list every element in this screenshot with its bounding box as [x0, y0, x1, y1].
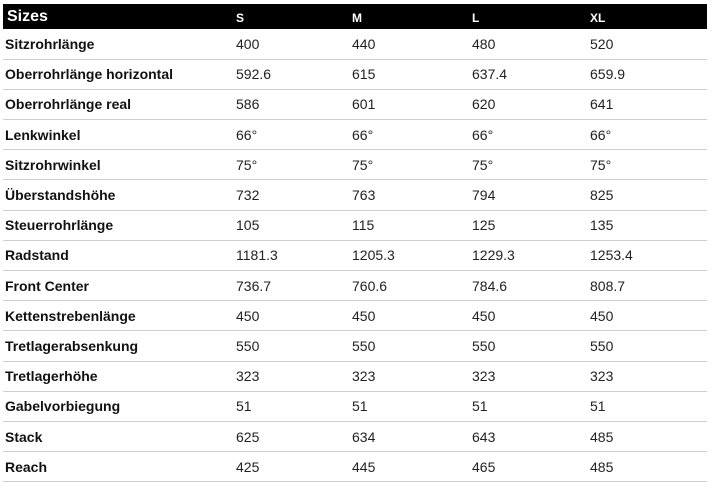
header-label: Sizes	[7, 7, 48, 25]
table-cell: 75°	[236, 156, 258, 173]
table-cell: 323	[472, 368, 496, 385]
row-label: Sitzrohrlänge	[5, 35, 95, 52]
table-cell: 51	[236, 398, 252, 415]
row-label: Radstand	[5, 247, 69, 264]
table-cell: 520	[590, 35, 614, 52]
table-cell: 66°	[590, 126, 612, 143]
table-cell: 1253.4	[590, 247, 633, 264]
table-cell: 135	[590, 217, 614, 234]
row-label: Überstandshöhe	[5, 187, 116, 204]
table-cell: 736.7	[236, 277, 272, 294]
table-cell: 1205.3	[352, 247, 395, 264]
table-cell: 66°	[352, 126, 374, 143]
table-row	[3, 361, 707, 391]
table-row	[3, 391, 707, 421]
row-label: Tretlagerabsenkung	[5, 337, 139, 354]
table-cell: 450	[236, 307, 260, 324]
table-cell: 550	[352, 337, 376, 354]
header-size-l: L	[472, 11, 480, 25]
row-label: Kettenstrebenlänge	[5, 307, 136, 324]
table-row	[3, 180, 707, 210]
table-row	[3, 452, 707, 482]
table-row	[3, 421, 707, 451]
table-cell: 1181.3	[236, 247, 278, 264]
table-cell: 550	[472, 337, 496, 354]
row-label: Reach	[5, 458, 48, 475]
table-row	[3, 89, 707, 119]
table-cell: 625	[236, 428, 260, 445]
table-cell: 620	[472, 96, 496, 113]
table-cell: 615	[352, 66, 376, 83]
table-row	[3, 210, 707, 240]
table-cell: 732	[236, 187, 260, 204]
table-cell: 808.7	[590, 277, 626, 294]
row-label: Front Center	[5, 277, 89, 294]
table-cell: 485	[590, 428, 614, 445]
table-cell: 75°	[590, 156, 612, 173]
table-cell: 550	[590, 337, 614, 354]
row-label: Lenkwinkel	[5, 126, 81, 143]
table-cell: 66°	[472, 126, 494, 143]
table-cell: 637.4	[472, 66, 508, 83]
table-row	[3, 29, 707, 59]
row-label: Tretlagerhöhe	[5, 368, 98, 385]
header-size-s: S	[236, 11, 245, 25]
table-cell: 592.6	[236, 66, 272, 83]
table-row	[3, 240, 707, 270]
table-cell: 450	[472, 307, 496, 324]
table-cell: 66°	[236, 126, 258, 143]
table-cell: 51	[472, 398, 488, 415]
row-label: Stack	[5, 428, 43, 445]
table-cell: 465	[472, 458, 496, 475]
table-cell: 643	[472, 428, 496, 445]
header-row	[3, 4, 707, 29]
table-cell: 125	[472, 217, 496, 234]
geometry-size-table	[3, 4, 707, 482]
table-cell: 51	[590, 398, 606, 415]
row-label: Sitzrohrwinkel	[5, 156, 101, 173]
table-cell: 450	[590, 307, 614, 324]
table-cell: 323	[236, 368, 260, 385]
header-size-xl: XL	[590, 11, 606, 25]
table-cell: 115	[352, 217, 375, 234]
table-cell: 659.9	[590, 66, 626, 83]
table-cell: 75°	[352, 156, 374, 173]
table-cell: 105	[236, 217, 260, 234]
table-cell: 550	[236, 337, 260, 354]
row-label: Gabelvorbiegung	[5, 398, 121, 415]
table-row	[3, 331, 707, 361]
table-body	[3, 29, 707, 482]
table-cell: 445	[352, 458, 376, 475]
table-row	[3, 301, 707, 331]
row-label: Oberrohrlänge horizontal	[5, 66, 174, 83]
table-row	[3, 271, 707, 301]
table-cell: 485	[590, 458, 614, 475]
table-cell: 634	[352, 428, 376, 445]
table-cell: 763	[352, 187, 376, 204]
table-cell: 323	[590, 368, 614, 385]
table-cell: 480	[472, 35, 496, 52]
table-cell: 784.6	[472, 277, 508, 294]
table-cell: 400	[236, 35, 260, 52]
table-cell: 586	[236, 96, 260, 113]
table-cell: 601	[352, 96, 376, 113]
table-cell: 425	[236, 458, 260, 475]
header-size-m: M	[352, 11, 362, 25]
table-cell: 450	[352, 307, 376, 324]
table-cell: 1229.3	[472, 247, 515, 264]
table-row	[3, 59, 707, 89]
table-cell: 825	[590, 187, 614, 204]
table-row	[3, 120, 707, 150]
table-cell: 794	[472, 187, 496, 204]
row-label: Steuerrohrlänge	[5, 217, 114, 234]
table-row	[3, 150, 707, 180]
table-cell: 760.6	[352, 277, 388, 294]
table-cell: 51	[352, 398, 368, 415]
table-cell: 75°	[472, 156, 494, 173]
table-cell: 641	[590, 96, 614, 113]
row-label: Oberrohrlänge real	[5, 96, 132, 113]
table-header	[3, 4, 707, 29]
table-cell: 440	[352, 35, 376, 52]
table-cell: 323	[352, 368, 376, 385]
